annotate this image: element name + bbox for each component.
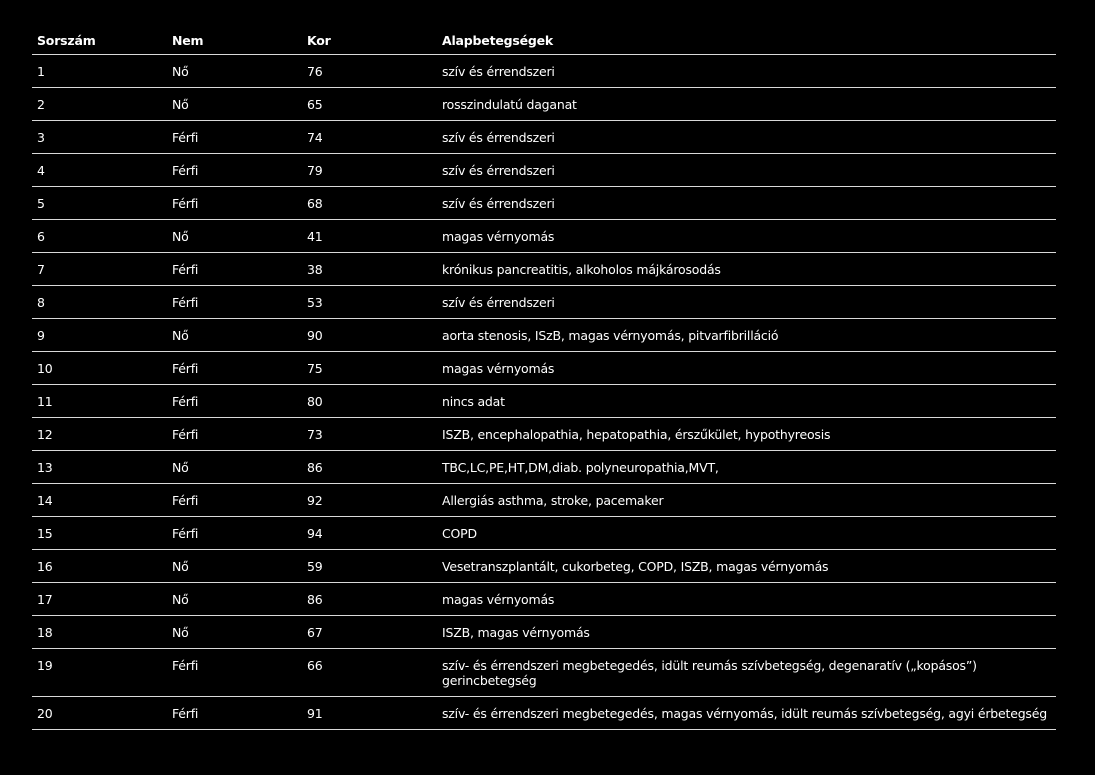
cell-kor: 65	[302, 88, 437, 121]
cell-nem: Férfi	[167, 697, 302, 730]
cell-sorszam: 1	[32, 55, 167, 88]
cell-nem: Nő	[167, 583, 302, 616]
cell-nem: Férfi	[167, 484, 302, 517]
cell-sorszam: 20	[32, 697, 167, 730]
header-row	[32, 26, 1056, 55]
cell-alapbetegsegek: szív- és érrendszeri megbetegedés, idült reumás szívbetegség, degenaratív („kopásos”) gerincbetegség	[437, 649, 1056, 697]
cell-nem: Nő	[167, 88, 302, 121]
cell-nem: Nő	[167, 616, 302, 649]
cell-nem: Férfi	[167, 649, 302, 697]
table-row	[32, 550, 1056, 583]
cell-kor: 92	[302, 484, 437, 517]
data-table-container	[32, 26, 1056, 730]
cell-sorszam: 8	[32, 286, 167, 319]
cell-alapbetegsegek: krónikus pancreatitis, alkoholos májkárosodás	[437, 253, 1056, 286]
cell-kor: 73	[302, 418, 437, 451]
table-row	[32, 352, 1056, 385]
cell-alapbetegsegek: magas vérnyomás	[437, 583, 1056, 616]
cell-kor: 38	[302, 253, 437, 286]
cell-kor: 66	[302, 649, 437, 697]
cell-kor: 41	[302, 220, 437, 253]
table-body	[32, 55, 1056, 730]
cell-sorszam: 11	[32, 385, 167, 418]
header-nem: Nem	[167, 26, 302, 55]
table-row	[32, 385, 1056, 418]
cell-sorszam: 16	[32, 550, 167, 583]
cell-sorszam: 17	[32, 583, 167, 616]
cell-alapbetegsegek: magas vérnyomás	[437, 352, 1056, 385]
table-row	[32, 418, 1056, 451]
cell-sorszam: 15	[32, 517, 167, 550]
cell-alapbetegsegek: aorta stenosis, ISzB, magas vérnyomás, pitvarfibrilláció	[437, 319, 1056, 352]
table-row	[32, 88, 1056, 121]
cell-alapbetegsegek: szív és érrendszeri	[437, 154, 1056, 187]
cell-sorszam: 6	[32, 220, 167, 253]
cell-nem: Férfi	[167, 187, 302, 220]
cell-kor: 86	[302, 583, 437, 616]
cell-kor: 75	[302, 352, 437, 385]
cell-kor: 59	[302, 550, 437, 583]
cell-kor: 53	[302, 286, 437, 319]
table-row	[32, 55, 1056, 88]
cell-nem: Nő	[167, 220, 302, 253]
cell-kor: 90	[302, 319, 437, 352]
table-row	[32, 253, 1056, 286]
header-kor: Kor	[302, 26, 437, 55]
cell-alapbetegsegek: szív és érrendszeri	[437, 187, 1056, 220]
header-sorszam: Sorszám	[32, 26, 167, 55]
cell-kor: 91	[302, 697, 437, 730]
cell-kor: 86	[302, 451, 437, 484]
cell-sorszam: 12	[32, 418, 167, 451]
cell-alapbetegsegek: szív és érrendszeri	[437, 286, 1056, 319]
table-row	[32, 616, 1056, 649]
cell-kor: 68	[302, 187, 437, 220]
cell-sorszam: 14	[32, 484, 167, 517]
table-row	[32, 286, 1056, 319]
cell-nem: Férfi	[167, 352, 302, 385]
cell-nem: Férfi	[167, 286, 302, 319]
cell-nem: Férfi	[167, 154, 302, 187]
cell-nem: Férfi	[167, 517, 302, 550]
cell-alapbetegsegek: Allergiás asthma, stroke, pacemaker	[437, 484, 1056, 517]
cell-sorszam: 2	[32, 88, 167, 121]
table-row	[32, 451, 1056, 484]
cell-sorszam: 4	[32, 154, 167, 187]
table-row	[32, 187, 1056, 220]
cell-alapbetegsegek: ISZB, magas vérnyomás	[437, 616, 1056, 649]
cell-sorszam: 19	[32, 649, 167, 697]
cell-alapbetegsegek: nincs adat	[437, 385, 1056, 418]
cell-sorszam: 7	[32, 253, 167, 286]
table-row	[32, 154, 1056, 187]
cell-nem: Nő	[167, 550, 302, 583]
table-row	[32, 517, 1056, 550]
cell-alapbetegsegek: rosszindulatú daganat	[437, 88, 1056, 121]
cell-nem: Nő	[167, 55, 302, 88]
table-row	[32, 220, 1056, 253]
table-row	[32, 583, 1056, 616]
cell-nem: Nő	[167, 451, 302, 484]
cell-nem: Férfi	[167, 121, 302, 154]
table-row	[32, 649, 1056, 697]
cell-alapbetegsegek: szív és érrendszeri	[437, 121, 1056, 154]
cell-nem: Férfi	[167, 418, 302, 451]
cell-sorszam: 9	[32, 319, 167, 352]
cell-nem: Nő	[167, 319, 302, 352]
table-row	[32, 697, 1056, 730]
cell-alapbetegsegek: TBC,LC,PE,HT,DM,diab. polyneuropathia,MVT,	[437, 451, 1056, 484]
cell-nem: Férfi	[167, 253, 302, 286]
cell-alapbetegsegek: ISZB, encephalopathia, hepatopathia, érszűkület, hypothyreosis	[437, 418, 1056, 451]
cell-kor: 74	[302, 121, 437, 154]
cell-alapbetegsegek: Vesetranszplantált, cukorbeteg, COPD, ISZB, magas vérnyomás	[437, 550, 1056, 583]
cell-alapbetegsegek: szív és érrendszeri	[437, 55, 1056, 88]
cell-kor: 67	[302, 616, 437, 649]
cell-sorszam: 5	[32, 187, 167, 220]
cell-sorszam: 13	[32, 451, 167, 484]
table-row	[32, 484, 1056, 517]
cell-alapbetegsegek: szív- és érrendszeri megbetegedés, magas vérnyomás, idült reumás szívbetegség, agyi érbetegség	[437, 697, 1056, 730]
table-header	[32, 26, 1056, 55]
cell-kor: 79	[302, 154, 437, 187]
cell-kor: 94	[302, 517, 437, 550]
cell-nem: Férfi	[167, 385, 302, 418]
header-alapbetegsegek: Alapbetegségek	[437, 26, 1056, 55]
cell-alapbetegsegek: magas vérnyomás	[437, 220, 1056, 253]
patients-table	[32, 26, 1056, 730]
table-row	[32, 121, 1056, 154]
cell-sorszam: 10	[32, 352, 167, 385]
cell-sorszam: 18	[32, 616, 167, 649]
cell-kor: 80	[302, 385, 437, 418]
cell-alapbetegsegek: COPD	[437, 517, 1056, 550]
cell-kor: 76	[302, 55, 437, 88]
cell-sorszam: 3	[32, 121, 167, 154]
table-row	[32, 319, 1056, 352]
